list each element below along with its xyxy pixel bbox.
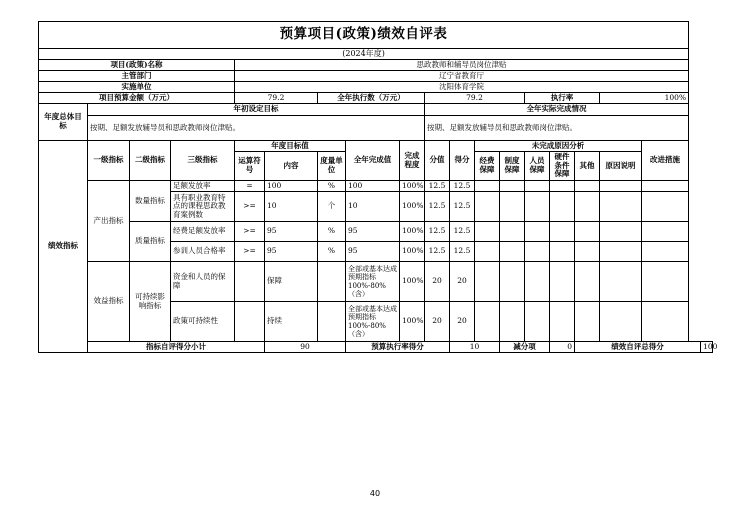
project-name-value: 思政教师和辅导员岗位津贴 (235, 60, 689, 71)
table-row (39, 222, 713, 242)
row-operator: >= (235, 222, 265, 242)
header-level2: 二级指标 (130, 141, 171, 181)
row-level3: 足额发放率 (171, 181, 235, 192)
header-staff: 人员保障 (525, 152, 550, 181)
row-score: 12.5 (450, 242, 475, 262)
empty-cell (575, 181, 600, 192)
empty-cell (550, 181, 575, 192)
total-value: 100 (701, 342, 713, 353)
header-content: 内容 (265, 152, 318, 181)
group-quality: 质量指标 (130, 222, 171, 262)
row-level3: 参训人员合格率 (171, 242, 235, 262)
row-degree: 100% (400, 262, 425, 302)
exec-label: 全年执行数（万元） (318, 93, 425, 104)
empty-cell (575, 242, 600, 262)
row-operator: >= (235, 192, 265, 222)
empty-cell (500, 181, 525, 192)
unit-value: 沈阳体育学院 (235, 82, 689, 93)
row-degree: 100% (400, 181, 425, 192)
deduct-label: 减分项 (500, 342, 550, 353)
header-completion: 完成程度 (400, 141, 425, 181)
initial-goal-label: 年初设定目标 (88, 104, 425, 116)
header-reason-desc: 原因说明 (600, 152, 642, 181)
subtotal-value: 90 (265, 342, 346, 353)
empty-cell (600, 242, 642, 262)
row-level3: 具有职业教育特点的课程思政教育案例数 (171, 192, 235, 222)
empty-cell (550, 262, 575, 302)
initial-goal-text: 按期、足额发放辅导员和思政教师岗位津贴。 (88, 116, 425, 141)
header-reasons: 未完成原因分析 (475, 141, 642, 152)
empty-cell (525, 192, 550, 222)
row-done: 全部或基本达成预期指标100%-80%（含） (346, 302, 400, 342)
row-content: 10 (265, 192, 318, 222)
row-done: 95 (346, 242, 400, 262)
row-done: 10 (346, 192, 400, 222)
row-unit (318, 302, 346, 342)
row-unit (318, 262, 346, 302)
group-sustain: 可持续影响指标 (130, 262, 171, 342)
row-level3: 政策可持续性 (171, 302, 235, 342)
empty-cell (475, 181, 500, 192)
actual-goal-text: 按期、足额发放辅导员和思政教师岗位津贴。 (425, 116, 689, 141)
row-operator: = (235, 181, 265, 192)
empty-cell (642, 302, 689, 342)
row-degree: 100% (400, 222, 425, 242)
row-unit: % (318, 181, 346, 192)
empty-cell (550, 192, 575, 222)
performance-evaluation-table (38, 21, 718, 353)
group-output: 产出指标 (88, 181, 130, 262)
row-unit: % (318, 242, 346, 262)
empty-cell (475, 192, 500, 222)
actual-goal-label: 全年实际完成情况 (425, 104, 689, 116)
empty-cell (575, 262, 600, 302)
empty-cell (525, 242, 550, 262)
year-label: (2024年度) (39, 49, 689, 60)
row-done: 95 (346, 222, 400, 242)
empty-cell (525, 222, 550, 242)
page-number: 40 (369, 489, 381, 498)
empty-cell (642, 222, 689, 242)
header-hardware: 硬件条件保障 (550, 152, 575, 181)
empty-cell (642, 242, 689, 262)
row-score: 20 (450, 302, 475, 342)
group-benefit: 效益指标 (88, 262, 130, 342)
header-unit: 度量单位 (318, 152, 346, 181)
empty-cell (500, 262, 525, 302)
empty-cell (475, 242, 500, 262)
header-operator: 运算符号 (235, 152, 265, 181)
empty-cell (500, 222, 525, 242)
exec-score-label: 预算执行率得分 (346, 342, 450, 353)
row-level3: 经费足额发放率 (171, 222, 235, 242)
total-label: 绩效自评总得分 (575, 342, 701, 353)
header-funding: 经费保障 (475, 152, 500, 181)
empty-cell (600, 222, 642, 242)
empty-cell (500, 302, 525, 342)
header-score: 得分 (450, 141, 475, 181)
row-value: 12.5 (425, 192, 450, 222)
row-content: 持续 (265, 302, 318, 342)
unit-label: 实施单位 (39, 82, 235, 93)
header-score-value: 分值 (425, 141, 450, 181)
perf-indicator-label: 绩效指标 (39, 141, 88, 353)
row-degree: 100% (400, 242, 425, 262)
table-row (39, 181, 713, 192)
empty-cell (642, 262, 689, 302)
budget-value: 79.2 (235, 93, 318, 104)
row-unit: 个 (318, 192, 346, 222)
empty-cell (500, 192, 525, 222)
empty-cell (475, 262, 500, 302)
row-operator (235, 302, 265, 342)
budget-label: 项目预算金额（万元） (39, 93, 235, 104)
row-degree: 100% (400, 302, 425, 342)
empty-cell (525, 262, 550, 302)
row-score: 20 (450, 262, 475, 302)
row-score: 12.5 (450, 192, 475, 222)
row-score: 12.5 (450, 181, 475, 192)
row-value: 20 (425, 302, 450, 342)
dept-value: 辽宁省教育厅 (235, 71, 689, 82)
group-quantity: 数量指标 (130, 181, 171, 222)
empty-cell (525, 302, 550, 342)
empty-cell (550, 302, 575, 342)
empty-cell (600, 192, 642, 222)
rate-label: 执行率 (525, 93, 600, 104)
project-name-label: 项目(政策)名称 (39, 60, 235, 71)
table-row (39, 262, 713, 302)
empty-cell (600, 262, 642, 302)
row-content: 95 (265, 222, 318, 242)
header-measures: 改进措施 (642, 141, 689, 181)
empty-cell (575, 192, 600, 222)
empty-cell (575, 302, 600, 342)
empty-cell (550, 222, 575, 242)
empty-cell (525, 181, 550, 192)
row-score: 12.5 (450, 222, 475, 242)
empty-cell (475, 302, 500, 342)
header-annual-target: 年度目标值 (235, 141, 346, 152)
rate-value: 100% (600, 93, 689, 104)
row-content: 95 (265, 242, 318, 262)
exec-score-value: 10 (450, 342, 500, 353)
row-unit: % (318, 222, 346, 242)
row-level3: 资金和人员的保障 (171, 262, 235, 302)
empty-cell (600, 302, 642, 342)
row-value: 12.5 (425, 242, 450, 262)
dept-label: 主管部门 (39, 71, 235, 82)
empty-cell (550, 242, 575, 262)
page-title: 预算项目(政策)绩效自评表 (39, 22, 689, 49)
deduct-value: 0 (550, 342, 575, 353)
row-done: 全部或基本达成预期指标100%-80%（含） (346, 262, 400, 302)
header-other: 其他 (575, 152, 600, 181)
header-full-year: 全年完成值 (346, 141, 400, 181)
row-operator: >= (235, 242, 265, 262)
row-value: 20 (425, 262, 450, 302)
row-value: 12.5 (425, 222, 450, 242)
row-content: 保障 (265, 262, 318, 302)
empty-cell (575, 222, 600, 242)
row-operator (235, 262, 265, 302)
empty-cell (500, 242, 525, 262)
subtotal-label: 指标自评得分小计 (88, 342, 265, 353)
header-system: 制度保障 (500, 152, 525, 181)
annual-goal-label: 年度总体目标 (39, 104, 88, 141)
empty-cell (642, 181, 689, 192)
empty-cell (642, 192, 689, 222)
exec-value: 79.2 (425, 93, 525, 104)
empty-cell (475, 222, 500, 242)
header-level3: 三级指标 (171, 141, 235, 181)
row-value: 12.5 (425, 181, 450, 192)
row-degree: 100% (400, 192, 425, 222)
empty-cell (600, 181, 642, 192)
row-done: 100 (346, 181, 400, 192)
row-content: 100 (265, 181, 318, 192)
header-level1: 一级指标 (88, 141, 130, 181)
